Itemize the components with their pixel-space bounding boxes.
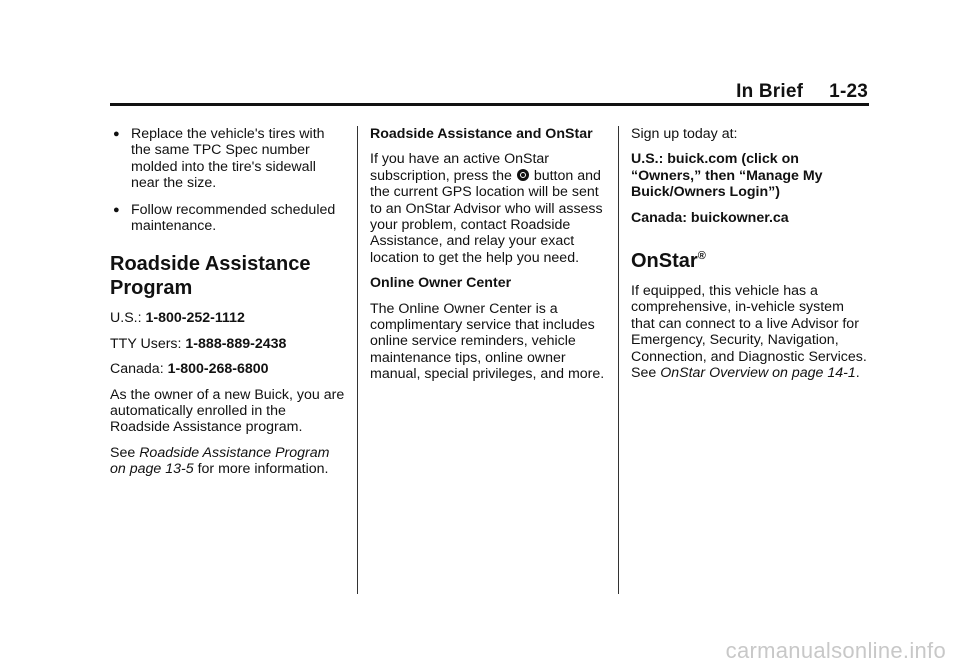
header-rule [110, 103, 869, 106]
contact-number: 1-888-889-2438 [185, 335, 287, 352]
section-title: In Brief [736, 81, 804, 102]
bullet-text: Follow recommended scheduled maintenance. [131, 201, 336, 235]
column-divider-2 [618, 126, 619, 594]
contact-label: Canada: [110, 361, 168, 378]
onstar-heading-text: OnStar [631, 250, 698, 273]
column-1 [110, 126, 348, 487]
see-reference-paragraph [110, 445, 348, 478]
registered-mark: ® [697, 250, 706, 263]
onstar-heading [631, 244, 869, 273]
column-divider-1 [357, 126, 358, 594]
signup-us: U.S.: buick.com (click on “Owners,” then “Manage My Buick/Owners Login”) [631, 151, 823, 201]
watermark: carmanualsonline.info [725, 638, 946, 663]
contact-label: TTY Users: [110, 335, 186, 352]
column-3 [631, 126, 869, 390]
bullet-icon: ● [113, 128, 120, 140]
onstar-reference-link[interactable]: OnStar Overview on page 14-1 [660, 365, 856, 382]
contact-canada [110, 361, 348, 377]
page-header [736, 81, 868, 103]
contact-number: 1-800-252-1112 [145, 310, 245, 327]
contact-number: 1-800-268-6800 [167, 361, 269, 378]
page-number: 1-23 [829, 81, 868, 102]
para-text: . [855, 365, 860, 382]
onstar-roadside-paragraph [370, 151, 608, 266]
list-item [110, 126, 348, 192]
para-text: If you have an active OnStar subscription, press the [370, 151, 550, 184]
enrollment-paragraph: As the owner of a new Buick, you are automatically enrolled in the Roadside Assistance program. [110, 386, 345, 436]
bullet-icon: ● [113, 203, 120, 216]
owner-center-paragraph: The Online Owner Center is a complimentary service that includes online service reminders, vehicle maintenance tips, online owner manual, special privileges, and more. [370, 300, 605, 383]
roadside-reference-link[interactable]: Roadside Assistance Program on page 13-5 [110, 444, 330, 478]
see-prefix: See [110, 444, 140, 461]
para-text: If equipped, this vehicle has a comprehensive, in-vehicle system that can connect to a live Advisor for Emergency, Security, Navigation, Connection, and Diagnostic Services. See [631, 283, 867, 382]
contact-tty [110, 336, 348, 352]
para-text: button and the current GPS location will be sent to an OnStar Advisor who will assess your problem, contact Roadside Assistance, and relay your exact location to get the help you need. [370, 167, 603, 266]
see-suffix: for more information. [193, 461, 329, 478]
onstar-button-icon [517, 169, 529, 181]
contact-label: U.S.: [110, 310, 146, 327]
column-2 [370, 126, 608, 392]
list-item [110, 202, 348, 235]
onstar-paragraph [631, 283, 869, 381]
signup-intro: Sign up today at: [631, 126, 738, 142]
signup-canada: Canada: buickowner.ca [631, 209, 789, 226]
bullet-text: Replace the vehicle's tires with the same TPC Spec number molded into the tire's sidewall near the size. [131, 126, 325, 192]
roadside-heading: Roadside Assistance Program [110, 253, 311, 300]
subheading-online-owner-center: Online Owner Center [370, 275, 512, 292]
contact-us [110, 310, 348, 326]
subheading-roadside-onstar: Roadside Assistance and OnStar [370, 126, 593, 142]
